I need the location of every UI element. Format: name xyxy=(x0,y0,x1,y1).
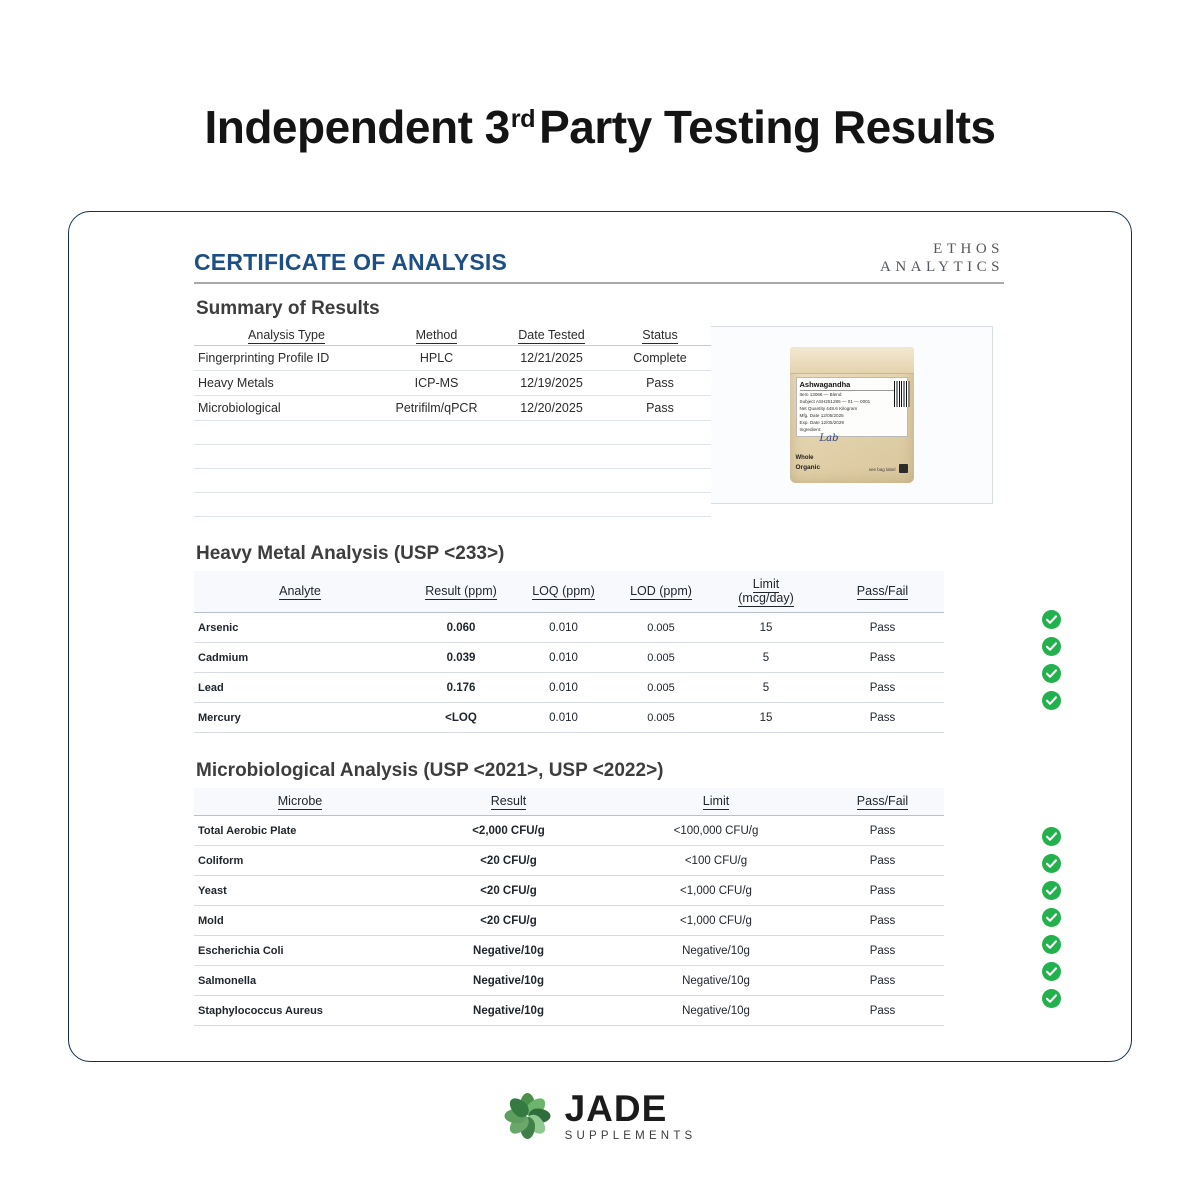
summary-cell-status: Pass xyxy=(609,371,711,396)
summary-heading: Summary of Results xyxy=(196,298,380,320)
hm-cell-loq: 0.010 xyxy=(516,673,611,703)
mb-cell-passfail: Pass xyxy=(821,906,944,936)
hm-cell-result: 0.176 xyxy=(406,673,516,703)
mb-cell-passfail: Pass xyxy=(821,966,944,996)
pass-check-icon xyxy=(1042,610,1061,629)
mb-cell-result: <20 CFU/g xyxy=(406,906,611,936)
mb-cell-passfail: Pass xyxy=(821,876,944,906)
hm-cell-passfail: Pass xyxy=(821,673,944,703)
mb-col-passfail: Pass/Fail xyxy=(821,788,944,816)
lab-logo-line2: ANALYTICS xyxy=(880,258,1004,275)
summary-cell-method: Petrifilm/qPCR xyxy=(379,396,494,421)
hm-col-analyte: Analyte xyxy=(194,571,406,613)
hm-cell-analyte: Mercury xyxy=(194,703,406,733)
table-row xyxy=(194,346,711,371)
mb-cell-result: <2,000 CFU/g xyxy=(406,816,611,846)
mb-cell-microbe: Yeast xyxy=(194,876,406,906)
summary-cell-date: 12/20/2025 xyxy=(494,396,609,421)
summary-header-row xyxy=(194,326,711,346)
bag-label-row: Item 13066 — Blend xyxy=(799,392,842,398)
coa-card xyxy=(68,211,1132,1062)
hm-cell-limit: 5 xyxy=(711,673,821,703)
mb-cell-result: Negative/10g xyxy=(406,996,611,1026)
hm-cell-analyte: Arsenic xyxy=(194,613,406,643)
table-row xyxy=(194,846,944,876)
hm-cell-result: 0.060 xyxy=(406,613,516,643)
bag-tiny-text: see bag label xyxy=(868,467,896,473)
microbiological-header-row xyxy=(194,788,944,816)
microbiological-heading: Microbiological Analysis (USP <2021>, USP <2022>) xyxy=(196,760,664,782)
summary-blank-cell xyxy=(194,493,711,517)
hm-col-result: Result (ppm) xyxy=(406,571,516,613)
table-row xyxy=(194,643,944,673)
headline-ordinal: rd xyxy=(510,104,536,133)
hm-cell-result: <LOQ xyxy=(406,703,516,733)
bag-label xyxy=(796,377,908,436)
heavy-metals-header-row xyxy=(194,571,944,613)
table-row xyxy=(194,906,944,936)
coa-title: CERTIFICATE OF ANALYSIS xyxy=(194,249,507,276)
brand-tagline: SUPPLEMENTS xyxy=(564,1130,697,1142)
summary-cell-date: 12/19/2025 xyxy=(494,371,609,396)
bag-label-row: Net Quantity 448.6 Kilogram xyxy=(799,406,858,412)
hm-cell-loq: 0.010 xyxy=(516,643,611,673)
table-row xyxy=(194,816,944,846)
summary-cell-method: HPLC xyxy=(379,346,494,371)
bag-bottom-line2: Organic xyxy=(795,464,821,472)
pass-check-icon xyxy=(1042,691,1061,710)
pass-check-icon xyxy=(1042,881,1061,900)
mb-cell-passfail: Pass xyxy=(821,816,944,846)
page-title xyxy=(0,100,1200,154)
summary-col-date: Date Tested xyxy=(494,326,609,346)
table-row xyxy=(194,371,711,396)
hm-cell-analyte: Lead xyxy=(194,673,406,703)
table-row xyxy=(194,876,944,906)
table-row xyxy=(194,936,944,966)
microbiological-table xyxy=(194,788,944,1026)
bag-label-product-name: Ashwagandha xyxy=(800,380,904,391)
hm-cell-passfail: Pass xyxy=(821,703,944,733)
hm-col-limit: Limit (mcg/day) xyxy=(711,571,821,613)
summary-cell-method: ICP-MS xyxy=(379,371,494,396)
mb-cell-microbe: Escherichia Coli xyxy=(194,936,406,966)
microbiological-section xyxy=(194,788,1004,1026)
mb-cell-limit: <100 CFU/g xyxy=(611,846,821,876)
brand-footer xyxy=(0,1090,1200,1143)
hm-col-lod: LOD (ppm) xyxy=(611,571,711,613)
summary-cell-status: Pass xyxy=(609,396,711,421)
pass-check-icon xyxy=(1042,962,1061,981)
summary-section xyxy=(194,326,1004,517)
bag-handwriting: Lab xyxy=(819,433,839,445)
pass-check-icon xyxy=(1042,989,1061,1008)
table-row xyxy=(194,673,944,703)
pass-check-icon xyxy=(1042,637,1061,656)
coa-header xyxy=(194,241,1004,284)
table-row xyxy=(194,703,944,733)
bag-corner-mark-icon xyxy=(899,464,908,473)
hm-cell-lod: 0.005 xyxy=(611,673,711,703)
pass-check-icon xyxy=(1042,854,1061,873)
bag-label-row: Exp. Date 12/05/2029 xyxy=(799,419,844,425)
hm-cell-result: 0.039 xyxy=(406,643,516,673)
mb-cell-passfail: Pass xyxy=(821,846,944,876)
table-row xyxy=(194,396,711,421)
summary-col-status: Status xyxy=(609,326,711,346)
table-row-blank xyxy=(194,493,711,517)
table-row-blank xyxy=(194,421,711,445)
mb-cell-limit: Negative/10g xyxy=(611,966,821,996)
summary-cell-status: Complete xyxy=(609,346,711,371)
hm-cell-limit: 5 xyxy=(711,643,821,673)
brand-name: JADE xyxy=(564,1088,668,1129)
summary-col-method: Method xyxy=(379,326,494,346)
mb-cell-passfail: Pass xyxy=(821,936,944,966)
mb-cell-microbe: Coliform xyxy=(194,846,406,876)
hm-col-loq: LOQ (ppm) xyxy=(516,571,611,613)
mb-cell-limit: Negative/10g xyxy=(611,936,821,966)
summary-cell-type: Heavy Metals xyxy=(194,371,379,396)
hm-cell-lod: 0.005 xyxy=(611,643,711,673)
hm-cell-passfail: Pass xyxy=(821,613,944,643)
hm-cell-limit: 15 xyxy=(711,703,821,733)
summary-col-analysis-type: Analysis Type xyxy=(194,326,379,346)
heavy-metals-table xyxy=(194,571,944,733)
bag-bottom-line1: Whole xyxy=(795,455,814,462)
mb-cell-microbe: Total Aerobic Plate xyxy=(194,816,406,846)
mb-cell-microbe: Staphylococcus Aureus xyxy=(194,996,406,1026)
heavy-metals-section xyxy=(194,571,1004,733)
product-bag-image xyxy=(790,347,914,483)
summary-blank-cell xyxy=(194,421,711,445)
headline-pre: Independent 3 xyxy=(204,101,510,153)
mb-cell-passfail: Pass xyxy=(821,996,944,1026)
hm-cell-loq: 0.010 xyxy=(516,613,611,643)
headline-post: Party Testing Results xyxy=(539,101,996,153)
summary-cell-type: Microbiological xyxy=(194,396,379,421)
mb-col-microbe: Microbe xyxy=(194,788,406,816)
mb-col-result: Result xyxy=(406,788,611,816)
pass-check-icon xyxy=(1042,935,1061,954)
table-row xyxy=(194,613,944,643)
brand-wordmark xyxy=(565,1090,697,1143)
mb-col-limit: Limit xyxy=(611,788,821,816)
pass-check-icon xyxy=(1042,827,1061,846)
summary-blank-cell xyxy=(194,445,711,469)
summary-table xyxy=(194,326,711,517)
summary-cell-type: Fingerprinting Profile ID xyxy=(194,346,379,371)
hm-cell-lod: 0.005 xyxy=(611,703,711,733)
summary-blank-cell xyxy=(194,469,711,493)
hm-cell-lod: 0.005 xyxy=(611,613,711,643)
mb-cell-microbe: Mold xyxy=(194,906,406,936)
mb-cell-limit: <100,000 CFU/g xyxy=(611,816,821,846)
hm-cell-loq: 0.010 xyxy=(516,703,611,733)
mb-cell-result: <20 CFU/g xyxy=(406,846,611,876)
mb-cell-result: <20 CFU/g xyxy=(406,876,611,906)
mb-cell-microbe: Salmonella xyxy=(194,966,406,996)
hm-cell-analyte: Cadmium xyxy=(194,643,406,673)
mb-cell-limit: <1,000 CFU/g xyxy=(611,906,821,936)
jade-leaf-logo-icon xyxy=(504,1092,552,1140)
mb-cell-limit: Negative/10g xyxy=(611,996,821,1026)
table-row-blank xyxy=(194,469,711,493)
heavy-metals-heading: Heavy Metal Analysis (USP <233>) xyxy=(196,543,505,565)
mb-cell-limit: <1,000 CFU/g xyxy=(611,876,821,906)
hm-cell-passfail: Pass xyxy=(821,643,944,673)
summary-cell-date: 12/21/2025 xyxy=(494,346,609,371)
mb-cell-result: Negative/10g xyxy=(406,936,611,966)
lab-logo xyxy=(880,241,1004,276)
pass-check-icon xyxy=(1042,908,1061,927)
bag-top-fold xyxy=(790,347,914,374)
product-photo xyxy=(711,326,993,504)
bag-label-row: Mfg. Date 12/05/2025 xyxy=(799,413,844,419)
pass-check-icon xyxy=(1042,664,1061,683)
mb-cell-result: Negative/10g xyxy=(406,966,611,996)
barcode-icon xyxy=(894,381,910,407)
hm-cell-limit: 15 xyxy=(711,613,821,643)
bag-label-ingredient: Ingredient: xyxy=(799,426,822,432)
lab-logo-line1: ETHOS xyxy=(933,241,1004,257)
hm-col-passfail: Pass/Fail xyxy=(821,571,944,613)
table-row xyxy=(194,966,944,996)
coa-document xyxy=(194,241,1004,1026)
table-row-blank xyxy=(194,445,711,469)
bag-label-row: Subject ASH251285 — 01 — 0001 xyxy=(799,399,871,405)
table-row xyxy=(194,996,944,1026)
